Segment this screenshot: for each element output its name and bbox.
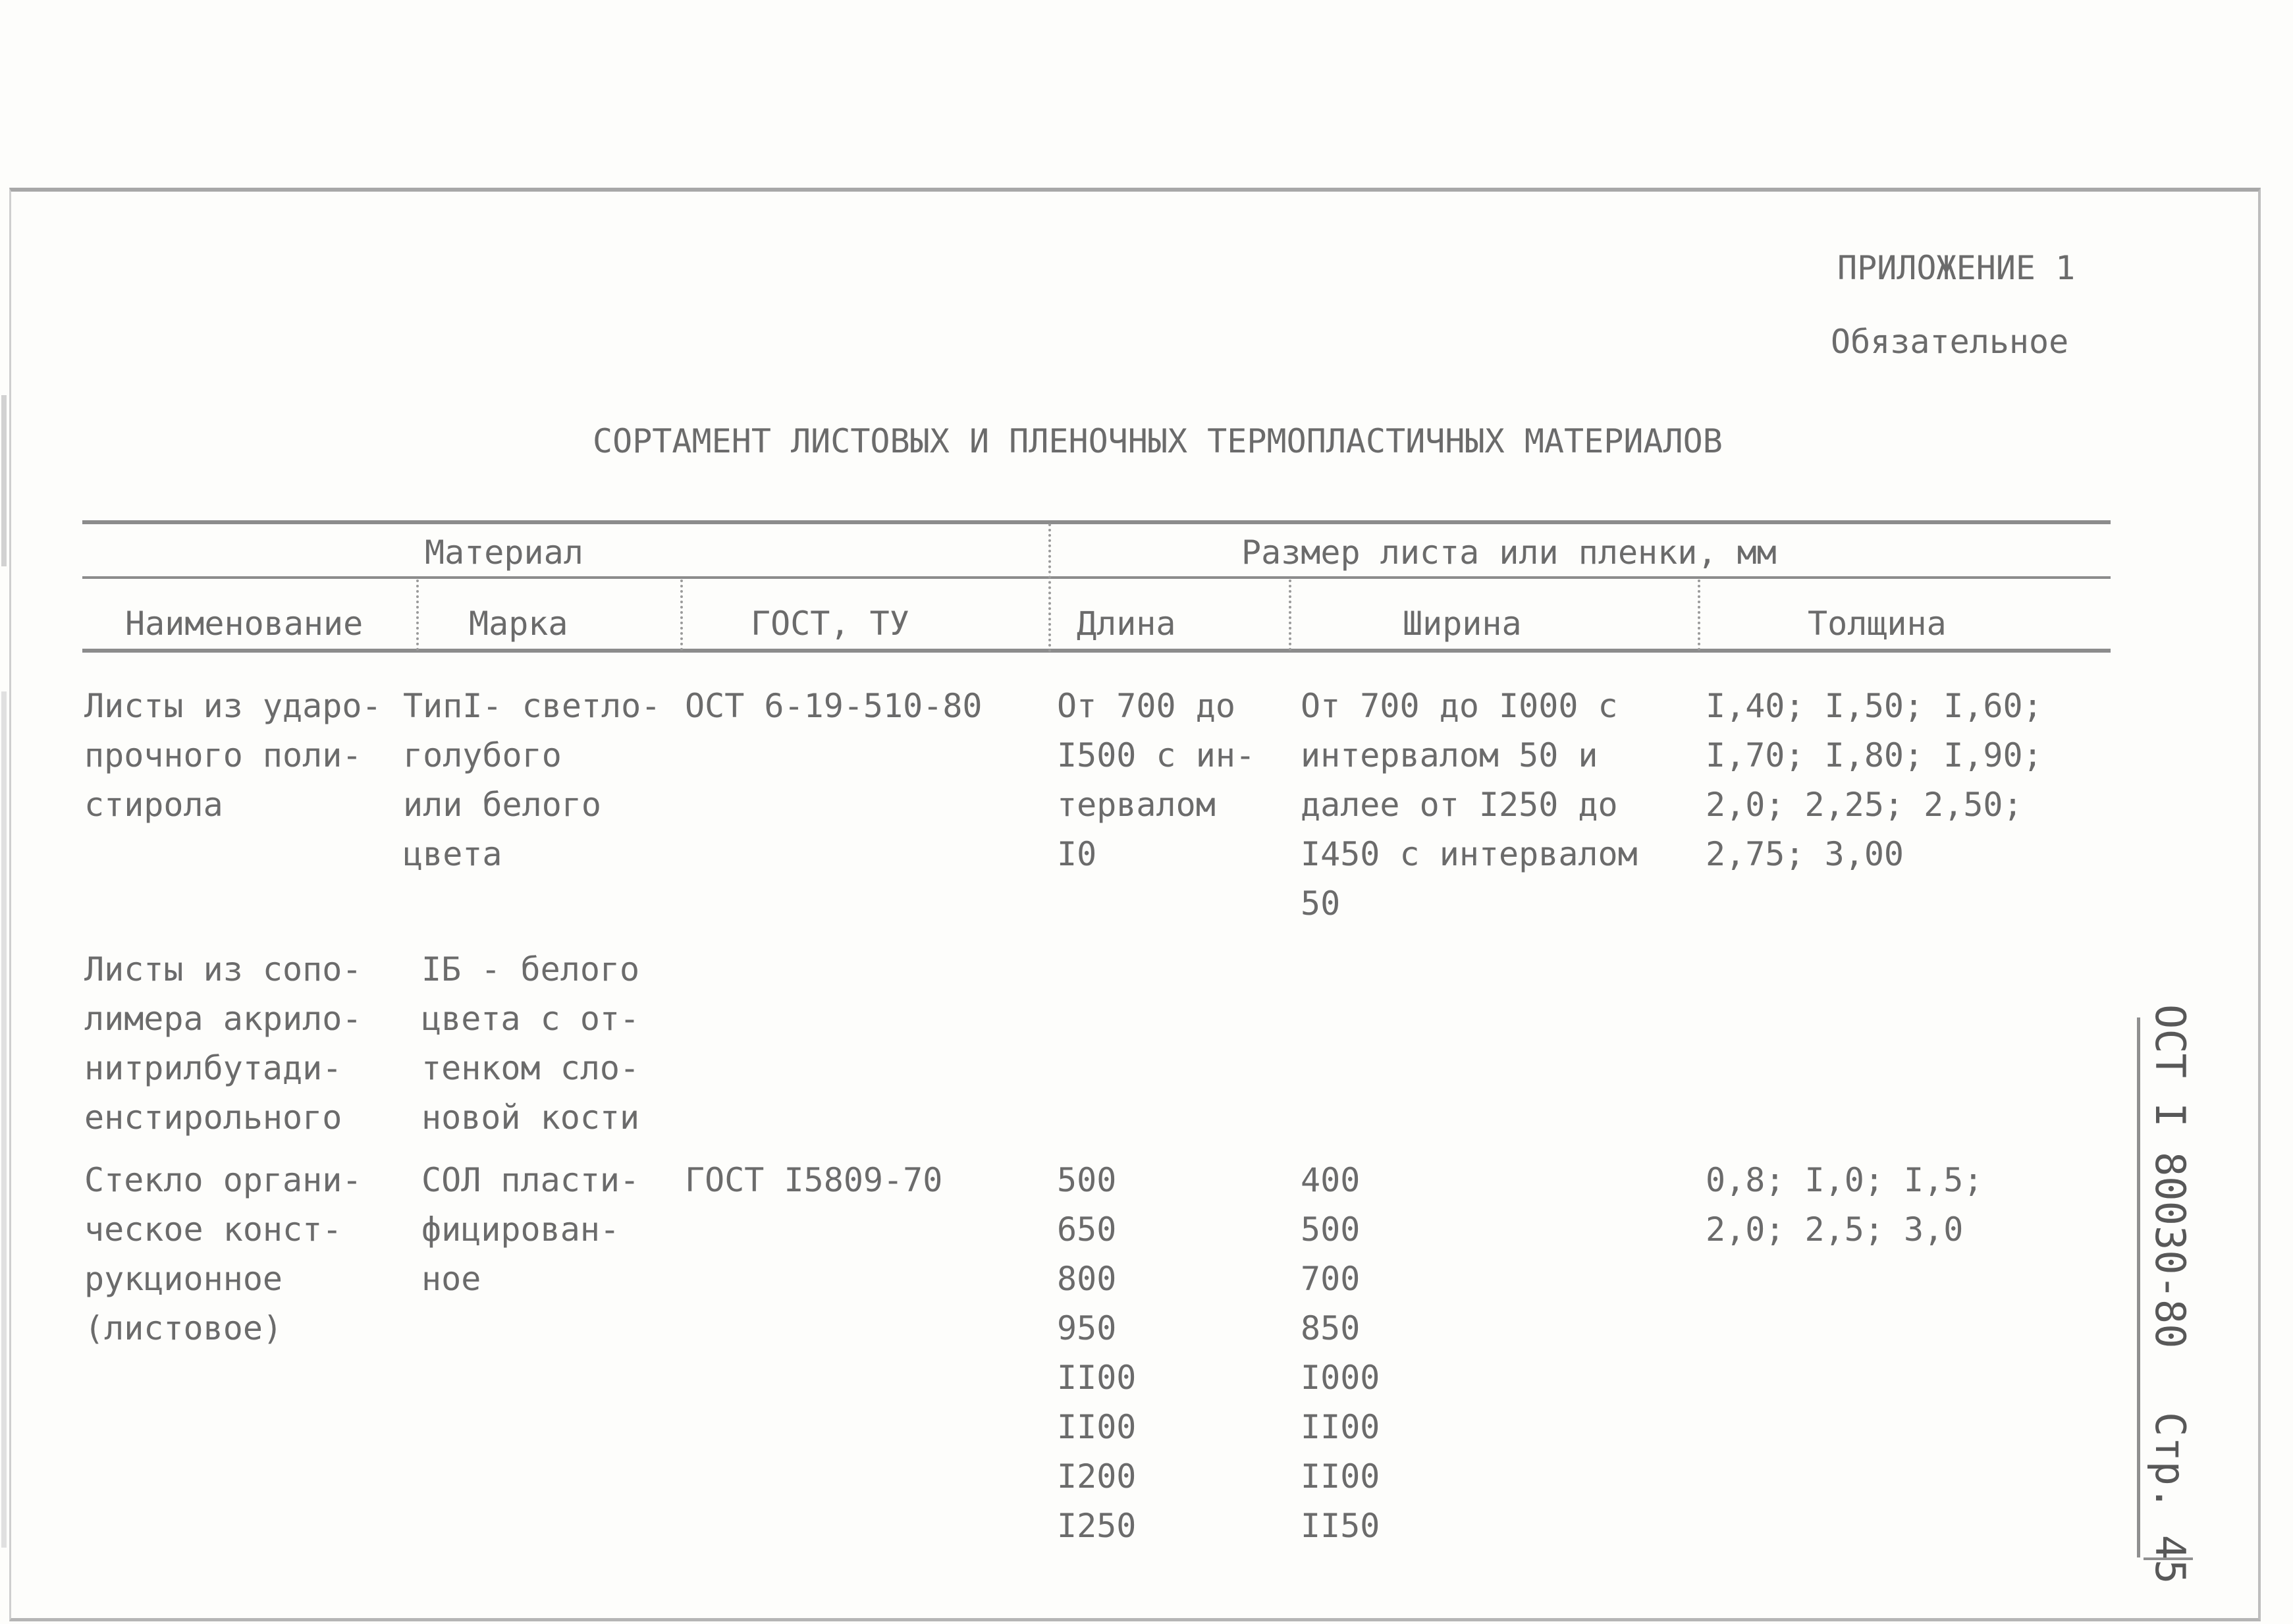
table-cell-mark: СОЛ пласти- фицирован- ное xyxy=(421,1161,640,1298)
table-cell-name: Листы из сопо- лимера акрило- нитрилбутади- енстирольного xyxy=(84,950,362,1137)
table-cell-thickness: 0,8; I,0; I,5; 2,0; 2,5; 3,0 xyxy=(1706,1161,1983,1249)
header-size: Размер листа или пленки, мм xyxy=(1241,533,1777,572)
table-header-rule xyxy=(82,649,2111,653)
side-doc-number: ОСТ I 80030-80 xyxy=(2146,1004,2194,1349)
table-cell-thickness: I,40; I,50; I,60; I,70; I,80; I,90; 2,0; 2,25; 2,50; 2,75; 3,00 xyxy=(1706,687,2043,873)
table-cell-width: 400 500 700 850 I000 II00 II00 II50 xyxy=(1301,1161,1380,1545)
column-divider xyxy=(1698,580,1700,651)
side-page-number: Стр. 45 xyxy=(2146,1411,2194,1584)
binding-edge-mark xyxy=(1,691,7,1548)
header-material: Материал xyxy=(425,533,583,572)
table-cell-gost: ОСТ 6-19-510-80 xyxy=(685,687,983,725)
table-cell-mark: ТипI- светло- голубого или белого цвета xyxy=(403,687,661,873)
column-header-length: Длина xyxy=(1077,605,1176,643)
document-title: СОРТАМЕНТ ЛИСТОВЫХ И ПЛЕНОЧНЫХ ТЕРМОПЛАСТИЧНЫХ МАТЕРИАЛОВ xyxy=(593,422,1723,460)
table-cell-name: Стекло органи- ческое конст- рукционное (листовое) xyxy=(84,1161,362,1347)
column-divider xyxy=(416,580,419,651)
table-cell-length: От 700 до I500 с ин- тервалом I0 xyxy=(1057,687,1256,873)
table-cell-gost: ГОСТ I5809-70 xyxy=(685,1161,943,1199)
column-header-gost: ГОСТ, ТУ xyxy=(751,605,909,643)
appendix-status: Обязательное xyxy=(1831,323,2069,361)
column-divider xyxy=(680,580,683,651)
side-stamp-rule xyxy=(2137,1017,2140,1557)
column-divider xyxy=(1048,524,1051,652)
table-cell-length: 500 650 800 950 II00 II00 I200 I250 xyxy=(1057,1161,1137,1545)
table-group-rule xyxy=(82,576,2111,579)
table-top-rule xyxy=(82,520,2111,524)
column-divider xyxy=(1289,580,1291,651)
appendix-title: ПРИЛОЖЕНИЕ 1 xyxy=(1837,249,2076,287)
table-cell-name: Листы из ударо- прочного поли- стирола xyxy=(84,687,382,824)
table-cell-width: От 700 до I000 с интервалом 50 и далее от I250 до I450 с интервалом 50 xyxy=(1301,687,1638,923)
side-stamp xyxy=(2144,1004,2196,1584)
column-header-mark: Марка xyxy=(469,605,568,643)
column-header-name: Наименование xyxy=(125,605,364,643)
binding-edge-mark xyxy=(1,395,7,566)
table-cell-mark: IБ - белого цвета с от- тенком сло- новой кости xyxy=(421,950,640,1137)
column-header-width: Ширина xyxy=(1403,605,1522,643)
column-header-thickness: Толщина xyxy=(1808,605,1947,643)
